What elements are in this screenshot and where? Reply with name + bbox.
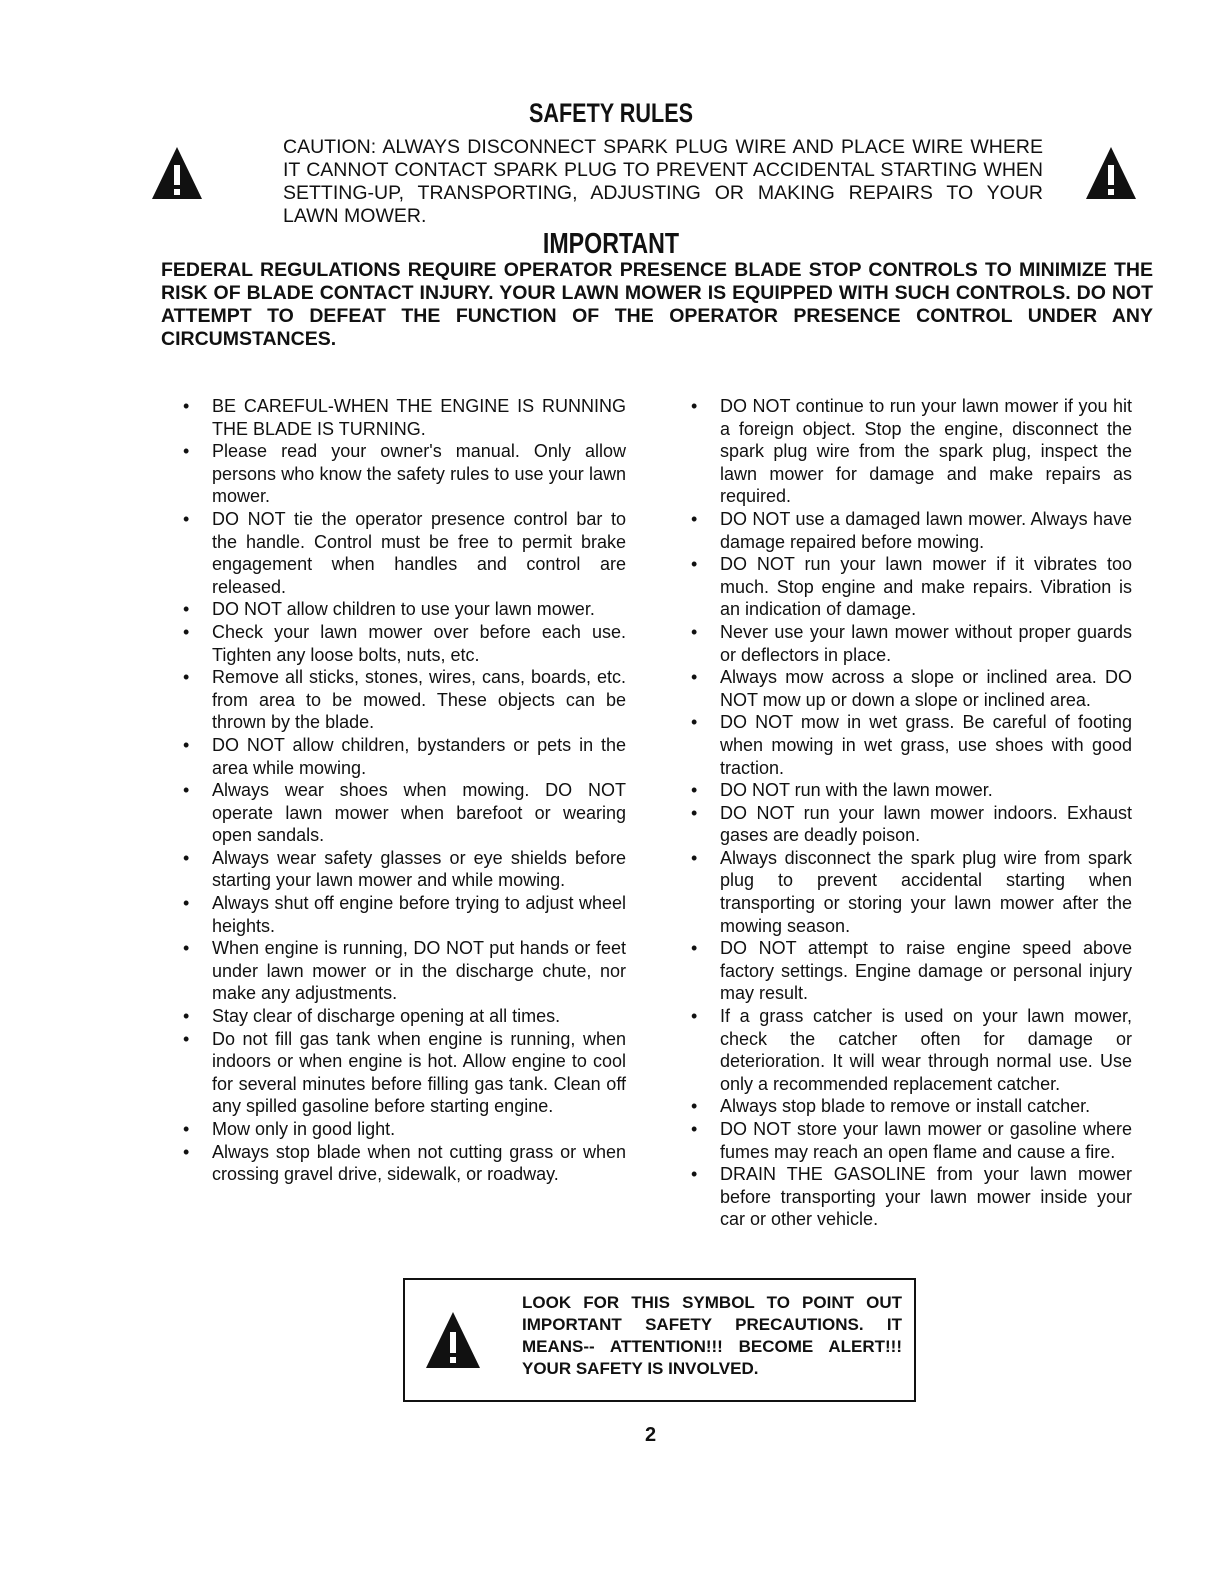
safety-rule-text: Always shut off engine before trying to adjust wheel heights. — [212, 893, 626, 936]
safety-rule-item — [688, 621, 1132, 666]
bullet-icon: • — [691, 938, 698, 959]
caution-paragraph: CAUTION: ALWAYS DISCONNECT SPARK PLUG WIRE AND PLACE WIRE WHERE IT CANNOT CONTACT SPARK PLUG TO PREVENT ACCIDENTAL STARTING WHEN SETTING-UP, TRANSPORTING, ADJUSTING OR MAKING REPAIRS TO YOUR LAWN MOWER. — [283, 136, 1043, 227]
bullet-icon: • — [183, 396, 190, 416]
safety-rule-item — [180, 395, 626, 440]
safety-rule-text: BE CAREFUL-WHEN THE ENGINE IS RUNNING THE BLADE IS TURNING. — [212, 396, 626, 439]
bullet-icon: • — [183, 847, 190, 868]
safety-rule-text: Always wear shoes when mowing. DO NOT operate lawn mower when barefoot or wearing open sandals. — [212, 780, 626, 846]
safety-rule-text: Do not fill gas tank when engine is running, when indoors or when engine is hot. Allow engine to cool for several minutes before filling gas tank. Clean off any spilled gasoline before starting engine. — [212, 1028, 626, 1117]
bullet-icon: • — [183, 1006, 190, 1027]
safety-rule-item — [180, 847, 626, 892]
safety-rule-item — [180, 1005, 626, 1028]
safety-rule-item — [688, 1118, 1132, 1163]
safety-rule-text: Always stop blade when not cutting grass or when crossing gravel drive, sidewalk, or roadway. — [212, 1141, 626, 1185]
safety-rule-text: Always wear safety glasses or eye shields before starting your lawn mower and while mowing. — [212, 847, 626, 891]
safety-rule-item — [688, 937, 1132, 1005]
warning-triangle-icon — [150, 145, 204, 201]
safety-rule-text: When engine is running, DO NOT put hands or feet under lawn mower or in the discharge chute, nor make any adjustments. — [212, 938, 626, 1004]
bullet-icon: • — [183, 1119, 190, 1139]
safety-rule-item — [180, 1118, 626, 1141]
safety-rule-text: DO NOT mow in wet grass. Be careful of footing when mowing in wet grass, use shoes with good traction. — [720, 712, 1132, 778]
safety-rule-item — [688, 666, 1132, 711]
safety-rule-text: Mow only in good light. — [212, 1119, 396, 1139]
safety-rule-item — [688, 508, 1132, 553]
bullet-icon: • — [691, 1164, 698, 1185]
bullet-icon: • — [691, 1119, 698, 1139]
bullet-icon: • — [691, 1096, 698, 1117]
bullet-icon: • — [183, 780, 190, 801]
safety-rule-text: Please read your owner's manual. Only allow persons who know the safety rules to use your lawn mower. — [212, 441, 626, 507]
safety-rule-item — [180, 892, 626, 937]
safety-rule-text: DO NOT run with the lawn mower. — [720, 780, 993, 801]
safety-rule-text: Check your lawn mower over before each use. Tighten any loose bolts, nuts, etc. — [212, 621, 626, 665]
bullet-icon: • — [183, 508, 190, 529]
safety-rule-item — [180, 440, 626, 508]
page-number: 2 — [645, 1424, 657, 1446]
safety-rule-text: DO NOT continue to run your lawn mower if you hit a foreign object. Stop the engine, disconnect the spark plug wire from the spark plug, inspect the lawn mower for damage and make repairs as required. — [720, 396, 1132, 507]
bullet-icon: • — [183, 734, 190, 755]
safety-rule-item — [688, 711, 1132, 779]
safety-rule-text: DRAIN THE GASOLINE from your lawn mower before transporting your lawn mower inside your car or other vehicle. — [720, 1164, 1132, 1230]
safety-rule-item — [688, 779, 1132, 802]
safety-rule-item — [180, 734, 626, 779]
safety-rules-list-right — [688, 395, 1132, 1231]
bullet-icon: • — [183, 1028, 190, 1049]
safety-rule-item — [180, 1141, 626, 1186]
bullet-icon: • — [691, 554, 698, 575]
safety-rule-item — [180, 666, 626, 734]
safety-rule-item — [180, 779, 626, 847]
safety-rule-item — [180, 621, 626, 666]
safety-rule-text: DO NOT use a damaged lawn mower. Always have damage repaired before mowing. — [720, 508, 1132, 552]
safety-rule-text: Never use your lawn mower without proper guards or deflectors in place. — [720, 621, 1132, 665]
bullet-icon: • — [183, 667, 190, 688]
safety-rule-item — [180, 937, 626, 1005]
safety-rule-text: Always stop blade to remove or install catcher. — [720, 1096, 1091, 1117]
safety-rule-item — [688, 1095, 1132, 1118]
bullet-icon: • — [691, 667, 698, 688]
important-title: IMPORTANT — [542, 228, 680, 260]
safety-rule-text: DO NOT allow children, bystanders or pets in the area while mowing. — [212, 734, 626, 778]
safety-rule-text: DO NOT run your lawn mower indoors. Exhaust gases are deadly poison. — [720, 802, 1132, 846]
bullet-icon: • — [183, 621, 190, 642]
bullet-icon: • — [183, 893, 190, 914]
safety-rule-text: Stay clear of discharge opening at all times. — [212, 1006, 561, 1027]
safety-rule-item — [688, 1005, 1132, 1095]
safety-rule-text: Always disconnect the spark plug wire from spark plug to prevent accidental starting when transporting or storing your lawn mower after the mowing season. — [720, 847, 1132, 936]
safety-rule-item — [688, 395, 1132, 508]
safety-rule-text: Remove all sticks, stones, wires, cans, boards, etc. from area to be mowed. These objects can be thrown by the blade. — [212, 667, 626, 733]
bullet-icon: • — [691, 802, 698, 823]
federal-regulations-notice: FEDERAL REGULATIONS REQUIRE OPERATOR PRESENCE BLADE STOP CONTROLS TO MINIMIZE THE RISK OF BLADE CONTACT INJURY. YOUR LAWN MOWER IS EQUIPPED WITH SUCH CONTROLS. DO NOT ATTEMPT TO DEFEAT THE FUNCTION OF THE OPERATOR PRESENCE CONTROL UNDER ANY CIRCUMSTANCES. — [161, 259, 1153, 350]
bullet-icon: • — [691, 396, 698, 416]
bullet-icon: • — [183, 938, 190, 959]
warning-triangle-icon — [1084, 145, 1138, 201]
bullet-icon: • — [691, 508, 698, 529]
safety-rule-text: DO NOT tie the operator presence control bar to the handle. Control must be free to permit brake engagement when handles and control are released. — [212, 508, 626, 597]
safety-rule-text: DO NOT allow children to use your lawn mower. — [212, 599, 595, 620]
safety-rule-item — [688, 802, 1132, 847]
safety-rule-text: DO NOT attempt to raise engine speed above factory settings. Engine damage or personal injury may result. — [720, 938, 1132, 1004]
warning-triangle-icon — [424, 1310, 482, 1370]
safety-rule-text: If a grass catcher is used on your lawn mower, check the catcher often for damage or deterioration. It will wear through normal use. Use only a recommended replacement catcher. — [720, 1006, 1132, 1094]
bullet-icon: • — [691, 712, 698, 733]
bullet-icon: • — [183, 599, 190, 620]
safety-rule-item — [688, 1163, 1132, 1231]
safety-rule-text: DO NOT run your lawn mower if it vibrates too much. Stop engine and make repairs. Vibration is an indication of damage. — [720, 554, 1132, 620]
safety-rule-text: Always mow across a slope or inclined area. DO NOT mow up or down a slope or inclined area. — [720, 667, 1132, 710]
bullet-icon: • — [691, 621, 698, 642]
safety-rules-title: SAFETY RULES — [528, 98, 694, 128]
bullet-icon: • — [691, 1006, 698, 1027]
bullet-icon: • — [183, 441, 190, 462]
safety-symbol-notice-text: LOOK FOR THIS SYMBOL TO POINT OUT IMPORTANT SAFETY PRECAUTIONS. IT MEANS-- ATTENTION!!! BECOME ALERT!!! YOUR SAFETY IS INVOLVED. — [522, 1293, 902, 1378]
safety-rule-item — [180, 1028, 626, 1118]
safety-rule-item — [688, 553, 1132, 621]
bullet-icon: • — [691, 780, 698, 801]
safety-rules-list-left — [180, 395, 626, 1186]
safety-rule-text: DO NOT store your lawn mower or gasoline where fumes may reach an open flame and cause a fire. — [720, 1119, 1132, 1162]
bullet-icon: • — [183, 1141, 190, 1162]
safety-rule-item — [688, 847, 1132, 937]
safety-rule-item — [180, 508, 626, 598]
safety-rule-item — [180, 598, 626, 621]
bullet-icon: • — [691, 847, 698, 868]
